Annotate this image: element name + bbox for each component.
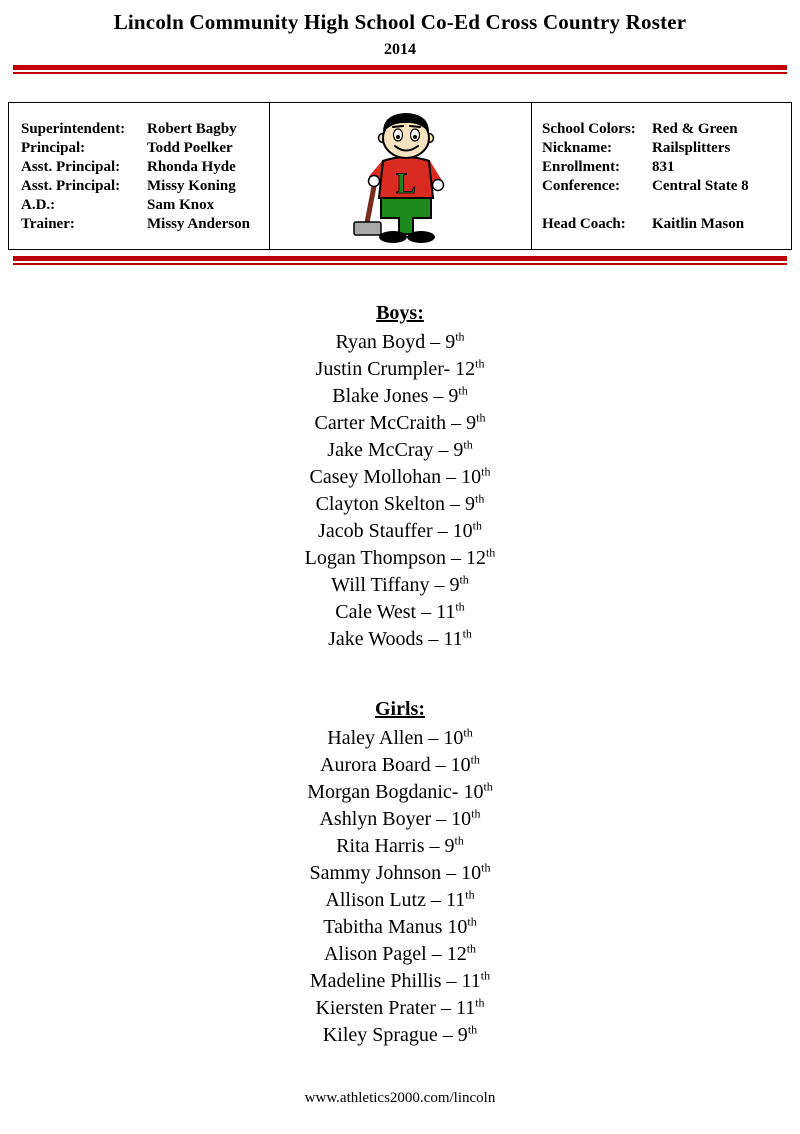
athlete-text: Aurora Board – 10 [320,754,471,776]
top-divider [13,65,787,74]
school-value: Red & Green [652,121,738,137]
roster-item [0,752,800,779]
school-label: School Colors: [542,121,636,137]
grade-suffix: th [462,626,472,641]
staff-panel [8,102,270,250]
staff-label: A.D.: [21,197,56,213]
divider-thin-bar [13,72,787,74]
athlete-text: Morgan Bogdanic- 10 [307,781,484,803]
athlete-text: Allison Lutz – 11 [325,889,466,911]
roster-item [0,410,800,437]
school-row [542,139,787,158]
grade-suffix: th [467,914,477,929]
grade-suffix: th [471,806,481,821]
roster-item [0,437,800,464]
school-row [542,120,787,139]
roster-item [0,356,800,383]
staff-value: Rhonda Hyde [147,159,236,175]
head-coach-row [542,215,787,234]
grade-suffix: th [485,545,496,560]
athlete-text: Ryan Boyd – 9 [335,331,456,353]
staff-row [21,158,265,177]
school-label: Conference: [542,178,621,194]
school-row [542,158,787,177]
staff-row [21,139,265,158]
school-value: 831 [652,159,675,175]
roster-item [0,725,800,752]
roster-item [0,491,800,518]
athlete-text: Casey Mollohan – 10 [309,466,482,488]
school-label: Nickname: [542,140,612,156]
athlete-text: Logan Thompson – 12 [304,547,486,569]
school-info-section [8,102,792,250]
school-value: Railsplitters [652,140,731,156]
athlete-text: Madeline Phillis – 11 [309,970,481,992]
athlete-text: Ashlyn Boyer – 10 [319,808,472,830]
staff-value: Sam Knox [147,197,215,213]
athlete-text: Cale West – 11 [335,601,456,623]
grade-suffix: th [458,383,468,398]
staff-label: Asst. Principal: [21,178,121,194]
girls-roster-heading: Girls: [375,698,425,720]
page-header [0,0,800,59]
roster-item [0,464,800,491]
staff-value: Missy Anderson [147,216,250,232]
athlete-text: Kiley Sprague – 9 [322,1024,468,1046]
divider-thick-bar [13,256,787,261]
grade-suffix: th [455,599,465,614]
divider-thin-bar [13,263,787,265]
page-title: Lincoln Community High School Co-Ed Cross Country Roster [113,10,687,34]
school-panel [532,102,792,250]
grade-suffix: th [463,437,473,452]
roster-item [0,860,800,887]
roster-item [0,887,800,914]
athlete-text: Kiersten Prater – 11 [315,997,476,1019]
roster-item [0,995,800,1022]
athlete-text: Sammy Johnson – 10 [309,862,482,884]
athlete-text: Will Tiffany – 9 [331,574,460,596]
grade-suffix: th [480,968,491,983]
grade-suffix: th [467,1022,478,1037]
athlete-text: Blake Jones – 9 [332,385,459,407]
school-label: Enrollment: [542,159,621,175]
head-coach-label: Head Coach: [542,216,626,232]
roster-item [0,329,800,356]
mascot-panel [270,102,532,250]
roster-item [0,599,800,626]
grade-suffix: th [465,887,475,902]
railsplitter-mascot-icon [345,106,457,246]
athlete-text: Tabitha Manus 10 [323,916,468,938]
roster-item [0,968,800,995]
grade-suffix: th [476,410,486,425]
boys-roster-heading: Boys: [376,302,424,324]
athlete-text: Clayton Skelton – 9 [315,493,476,515]
staff-row [21,215,265,234]
athlete-text: Jake Woods – 11 [328,628,463,650]
school-facts [542,120,787,196]
roster-item [0,941,800,968]
girls-roster-section [0,697,800,1049]
staff-value: Missy Koning [147,178,236,194]
roster-item [0,626,800,653]
grade-suffix: th [463,725,473,740]
staff-row [21,196,265,215]
staff-label: Principal: [21,140,86,156]
roster-item [0,572,800,599]
roster-item [0,779,800,806]
athlete-text: Justin Crumpler- 12 [315,358,476,380]
grade-suffix: th [475,995,485,1010]
athlete-text: Carter McCraith – 9 [314,412,477,434]
roster-item [0,518,800,545]
page-footer [0,1089,800,1108]
school-row [542,177,787,196]
grade-suffix: th [475,491,485,506]
roster-item [0,1022,800,1049]
svg-text:L: L [395,167,416,200]
divider-thick-bar [13,65,787,70]
staff-label: Superintendent: [21,121,126,137]
grade-suffix: th [466,941,477,956]
grade-suffix: th [459,572,469,587]
boys-roster-list [0,329,800,653]
roster-item [0,833,800,860]
middle-divider [13,256,787,265]
staff-label: Asst. Principal: [21,159,121,175]
grade-suffix: th [472,518,482,533]
staff-row [21,177,265,196]
athlete-text: Jacob Stauffer – 10 [318,520,473,542]
roster-item [0,383,800,410]
grade-suffix: th [470,752,480,767]
school-value: Central State 8 [652,178,749,194]
grade-suffix: th [455,329,465,344]
website-url: www.athletics2000.com/lincoln [304,1090,496,1106]
page-year: 2014 [384,41,416,58]
staff-value: Robert Bagby [147,121,237,137]
roster-item [0,806,800,833]
roster-item [0,914,800,941]
grade-suffix: th [481,860,491,875]
roster-item [0,545,800,572]
athlete-text: Rita Harris – 9 [336,835,455,857]
grade-suffix: th [483,779,493,794]
boys-roster-section [0,301,800,653]
grade-suffix: th [454,833,464,848]
athlete-text: Haley Allen – 10 [327,727,464,749]
staff-row [21,120,265,139]
staff-label: Trainer: [21,216,75,232]
grade-suffix: th [475,356,485,371]
athlete-text: Jake McCray – 9 [327,439,464,461]
girls-roster-list [0,725,800,1049]
head-coach-value: Kaitlin Mason [652,216,745,232]
athlete-text: Alison Pagel – 12 [323,943,467,965]
staff-value: Todd Poelker [147,140,233,156]
grade-suffix: th [481,464,491,479]
